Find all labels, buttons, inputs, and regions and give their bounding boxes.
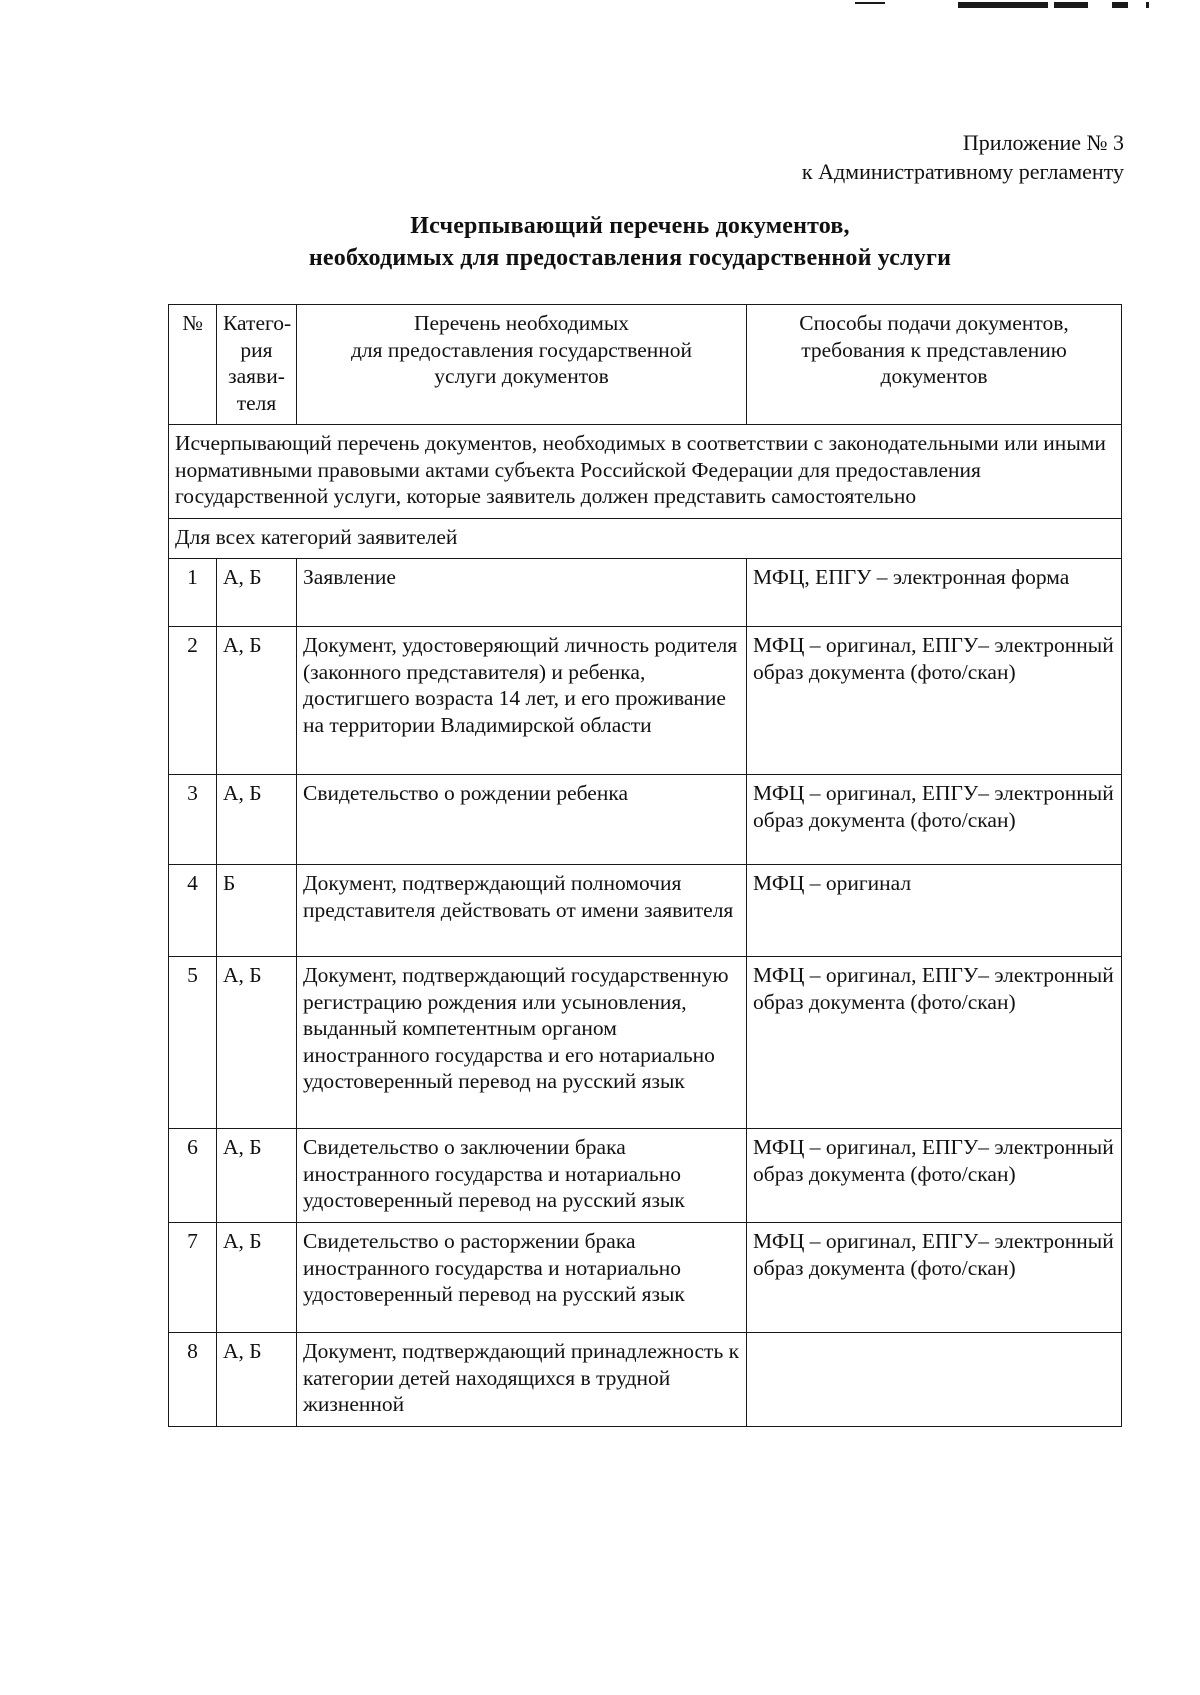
row-category: Б xyxy=(217,865,297,957)
scan-artifact xyxy=(855,2,885,4)
document-title xyxy=(170,210,1090,274)
table-row xyxy=(169,1333,1122,1427)
row-submission: МФЦ – оригинал, ЕПГУ– электронный образ документа (фото/скан) xyxy=(747,627,1122,775)
documents-table xyxy=(168,304,1122,1427)
row-number: 1 xyxy=(169,559,217,627)
scan-artifact xyxy=(958,2,1048,8)
title-line-1: Исчерпывающий перечень документов, xyxy=(410,213,850,239)
row-number: 5 xyxy=(169,957,217,1129)
section-row xyxy=(169,425,1122,519)
title-line-2: необходимых для предоставления государственной услуги xyxy=(308,245,952,271)
table-row xyxy=(169,957,1122,1129)
table-row xyxy=(169,775,1122,865)
group-row xyxy=(169,518,1122,559)
row-document: Свидетельство о заключении брака иностранного государства и нотариально удостоверенный перевод на русский язык xyxy=(297,1129,747,1223)
row-submission: МФЦ – оригинал, ЕПГУ– электронный образ документа (фото/скан) xyxy=(747,775,1122,865)
row-category: А, Б xyxy=(217,1333,297,1427)
table-row xyxy=(169,627,1122,775)
row-submission: МФЦ – оригинал, ЕПГУ– электронный образ документа (фото/скан) xyxy=(747,1223,1122,1333)
row-category: А, Б xyxy=(217,627,297,775)
row-category: А, Б xyxy=(217,957,297,1129)
header-documents: Перечень необходимых для предоставления государственной услуги документов xyxy=(297,305,747,425)
row-number: 6 xyxy=(169,1129,217,1223)
table-row xyxy=(169,865,1122,957)
row-submission: МФЦ – оригинал xyxy=(747,865,1122,957)
row-number: 7 xyxy=(169,1223,217,1333)
header-submission: Способы подачи документов, требования к представлению документов xyxy=(747,305,1122,425)
scan-artifact xyxy=(1112,2,1128,8)
table-row xyxy=(169,1223,1122,1333)
row-submission: МФЦ – оригинал, ЕПГУ– электронный образ документа (фото/скан) xyxy=(747,957,1122,1129)
table-row xyxy=(169,559,1122,627)
row-number: 8 xyxy=(169,1333,217,1427)
row-document: Документ, удостоверяющий личность родителя (законного представителя) и ребенка, достигшего возраста 14 лет, и его проживание на территории Владимирской области xyxy=(297,627,747,775)
header-category: Катего- рия заяви- теля xyxy=(217,305,297,425)
row-category: А, Б xyxy=(217,775,297,865)
row-category: А, Б xyxy=(217,1129,297,1223)
row-submission: МФЦ – оригинал, ЕПГУ– электронный образ документа (фото/скан) xyxy=(747,1129,1122,1223)
row-submission: МФЦ, ЕПГУ – электронная форма xyxy=(747,559,1122,627)
row-number: 2 xyxy=(169,627,217,775)
table-header-row xyxy=(169,305,1122,425)
row-document: Документ, подтверждающий государственную регистрацию рождения или усыновления, выданный компетентным органом иностранного государства и его нотариально удостоверенный перевод на русский язык xyxy=(297,957,747,1129)
row-document: Свидетельство о рождении ребенка xyxy=(297,775,747,865)
scan-artifact xyxy=(1054,2,1088,8)
row-category: А, Б xyxy=(217,559,297,627)
row-number: 3 xyxy=(169,775,217,865)
row-document: Заявление xyxy=(297,559,747,627)
section-title: Исчерпывающий перечень документов, необходимых в соответствии с законодательными или иными нормативными правовыми актами субъекта Российской Федерации для предоставления государственной услуги, которые заявитель должен представить самостоятельно xyxy=(169,425,1122,519)
header-number: № xyxy=(169,305,217,425)
row-category: А, Б xyxy=(217,1223,297,1333)
appendix-note xyxy=(524,128,1124,186)
table-row xyxy=(169,1129,1122,1223)
row-document: Документ, подтверждающий полномочия представителя действовать от имени заявителя xyxy=(297,865,747,957)
appendix-reference: к Административному регламенту xyxy=(801,159,1124,184)
row-document: Свидетельство о расторжении брака иностранного государства и нотариально удостоверенный перевод на русский язык xyxy=(297,1223,747,1333)
scan-artifact xyxy=(1146,2,1149,8)
row-number: 4 xyxy=(169,865,217,957)
row-document: Документ, подтверждающий принадлежность к категории детей находящихся в трудной жизненной xyxy=(297,1333,747,1427)
row-submission xyxy=(747,1333,1122,1427)
appendix-number: Приложение № 3 xyxy=(962,130,1124,155)
group-title: Для всех категорий заявителей xyxy=(169,518,1122,559)
